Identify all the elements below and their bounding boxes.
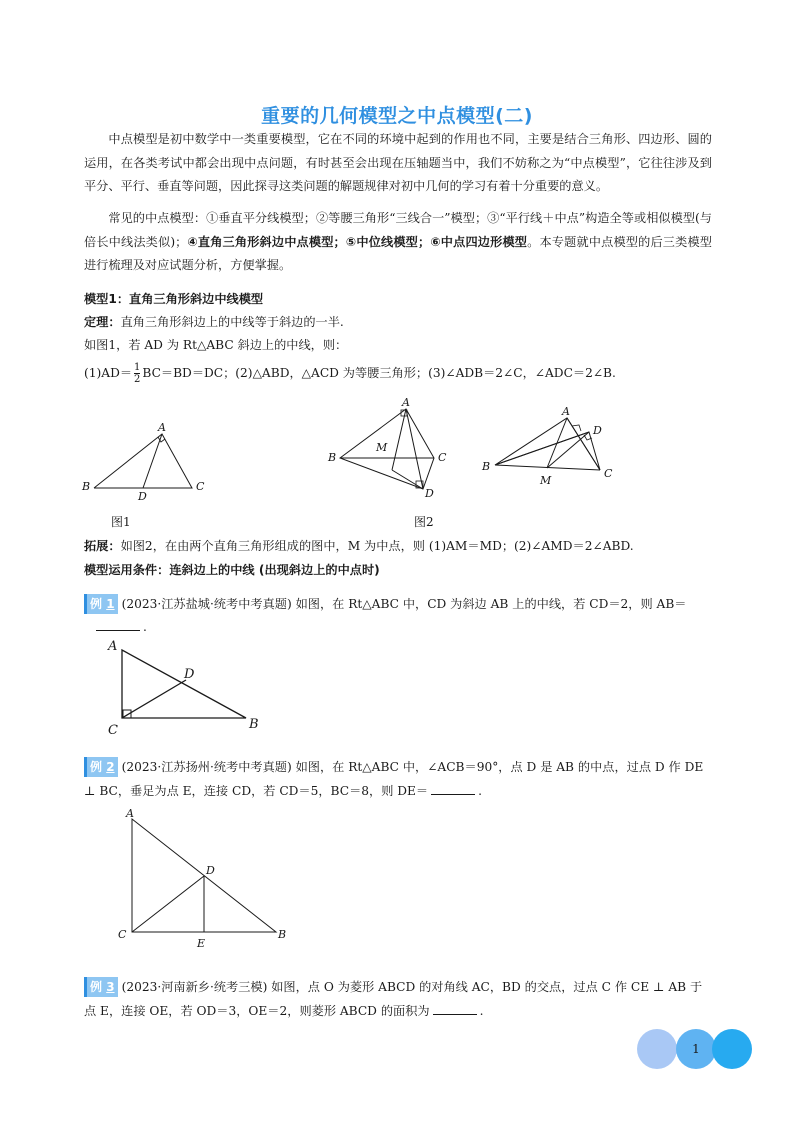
eg1-label-a: A — [108, 639, 118, 654]
theorem-line — [84, 312, 344, 332]
model1-heading: 模型1：直角三角形斜边中线模型 — [84, 292, 264, 306]
example-3-answer-blank[interactable] — [433, 1002, 477, 1015]
example-3-tag-number: 3 — [106, 980, 115, 994]
eg2-label-e: E — [197, 937, 206, 950]
fig2l-label-b: B — [328, 451, 337, 464]
eg2-label-d: D — [206, 864, 215, 877]
example-1-tag — [84, 594, 118, 614]
example-1-tail: . — [143, 620, 147, 634]
page-badge-left-circle — [637, 1029, 677, 1069]
eg1-label-d: D — [184, 667, 195, 682]
example-2-text2: ⊥ BC，垂足为点 E，连接 CD，若 CD＝5，BC＝8，则 DE＝ — [84, 784, 429, 798]
figure-2-left — [322, 395, 458, 503]
fig2l-label-a: A — [402, 396, 410, 409]
fig2l-label-d: D — [425, 487, 434, 500]
eg2-label-b: B — [278, 928, 287, 941]
model1-setup: 如图1，若 AD 为 Rt△ABC 斜边上的中线，则： — [84, 338, 348, 352]
figure-2-right — [480, 402, 620, 488]
fig1-label-d: D — [138, 490, 147, 500]
fraction-denominator: 2 — [134, 374, 141, 385]
intro-p2-end: 。本专题就中点模型的后三类模型进行梳理及对应试题分析，方便掌握。 — [84, 234, 712, 272]
fig2l-label-m: M — [376, 441, 388, 454]
figure-1 — [78, 420, 218, 500]
fig2r-label-d: D — [593, 424, 602, 437]
example-2-answer-blank[interactable] — [431, 782, 475, 795]
eg1-label-c: C — [108, 723, 118, 738]
fig2l-label-c: C — [438, 451, 447, 464]
extension-text: 如图2，在由两个直角三角形组成的图中，M 为中点，则 (1)AM＝MD；(2)∠AMD＝2∠ABD. — [120, 539, 634, 553]
example-3-tag-text: 例 — [90, 980, 103, 994]
example-1-line2 — [96, 617, 147, 637]
condition-label: 模型运用条件： — [84, 563, 170, 577]
conclusions-part-b: BC＝BD＝DC；(2)△ABD，△ACD 为等腰三角形；(3)∠ADB＝2∠C，∠ADC＝2∠B. — [142, 366, 616, 380]
fig2r-label-a: A — [562, 405, 570, 418]
conclusions-part-a: (1)AD＝ — [84, 366, 133, 380]
example-1-tag-number: 1 — [106, 597, 115, 611]
page-number: 1 — [676, 1029, 716, 1069]
example-3-line2 — [84, 1001, 483, 1021]
condition-line — [84, 560, 380, 580]
example-1-figure — [104, 636, 274, 740]
intro-paragraph-2 — [84, 207, 712, 278]
fraction — [134, 362, 140, 385]
example-3-line1 — [84, 977, 702, 997]
example-2-tag — [84, 757, 118, 777]
fig1-label-a: A — [158, 421, 166, 434]
page-badge-right-circle — [712, 1029, 752, 1069]
extension-line — [84, 536, 634, 556]
fig2r-label-c: C — [604, 467, 613, 480]
theorem-text: 直角三角形斜边上的中线等于斜边的一半. — [120, 315, 344, 329]
example-1-tag-text: 例 — [90, 597, 103, 611]
fraction-numerator: 1 — [134, 362, 141, 373]
example-2-tag-text: 例 — [90, 760, 103, 774]
example-1-line1 — [84, 594, 686, 614]
fig2-caption: 图2 — [414, 515, 434, 529]
fig1-caption: 图1 — [111, 515, 131, 529]
example-1-text: (2023·江苏盐城·统考中考真题) 如图，在 Rt△ABC 中，CD 为斜边 AB 上的中线，若 CD＝2，则 AB＝ — [121, 597, 687, 611]
example-2-tail: . — [478, 784, 482, 798]
example-3-text2: 点 E，连接 OE，若 OD＝3，OE＝2，则菱形 ABCD 的面积为 — [84, 1004, 430, 1018]
intro-paragraph-1: 中点模型是初中数学中一类重要模型，它在不同的环境中起到的作用也不同，主要是结合三角形、四边形、圆的运用，在各类考试中都会出现中点问题，有时甚至会出现在压轴题当中，我们不妨称之为“中点模型”，它往往涉及到平分、平行、垂直等问题，因此探寻这类问题的解题规律对初中几何的学习有着十分重要的意义。 — [84, 132, 712, 193]
page-title: 重要的几何模型之中点模型(二) — [261, 105, 533, 127]
eg2-label-a: A — [126, 807, 134, 820]
example-2-figure — [112, 805, 298, 951]
intro-p2-bold: ④直角三角形斜边中点模型；⑤中位线模型；⑥中点四边形模型 — [187, 234, 528, 249]
fig2r-label-m: M — [540, 474, 552, 487]
example-3-tail: . — [479, 1004, 484, 1018]
extension-label: 拓展： — [84, 539, 121, 553]
example-1-answer-blank[interactable] — [96, 618, 140, 631]
intro-p2-start: 常见的中点模型：①垂直平分线模型；②等腰三角形“三线合一”模型；③“平行线＋中点”构造全等或相似模型(与倍长中线法类似)； — [84, 211, 712, 249]
fig1-label-b: B — [82, 480, 91, 493]
fig2r-label-b: B — [482, 460, 491, 473]
example-2-text: (2023·江苏扬州·统考中考真题) 如图，在 Rt△ABC 中，∠ACB＝90°，点 D 是 AB 的中点，过点 D 作 DE — [121, 760, 704, 774]
theorem-label: 定理： — [84, 315, 121, 329]
model1-conclusions — [84, 362, 616, 385]
condition-text: 连斜边上的中线 (出现斜边上的中点时) — [169, 563, 380, 577]
example-2-tag-number: 2 — [106, 760, 115, 774]
fig1-label-c: C — [196, 480, 205, 493]
eg1-label-b: B — [249, 717, 259, 732]
example-3-tag — [84, 977, 118, 997]
example-2-line1 — [84, 757, 703, 777]
eg2-label-c: C — [118, 928, 127, 941]
example-3-text: (2023·河南新乡·统考三模) 如图，点 O 为菱形 ABCD 的对角线 AC，BD 的交点，过点 C 作 CE ⊥ AB 于 — [121, 980, 703, 994]
example-2-line2 — [84, 781, 482, 801]
